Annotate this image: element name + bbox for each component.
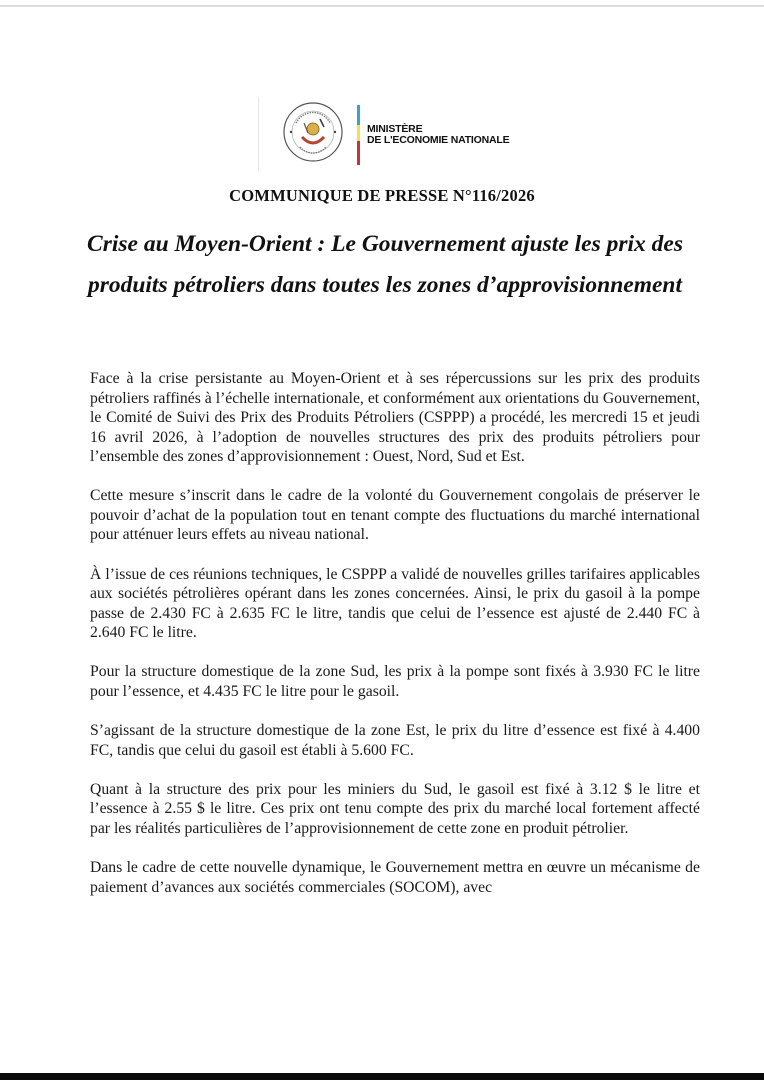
paragraph: Face à la crise persistante au Moyen-Orient et à ses répercussions sur les prix des produits pétroliers raffinés à l’échelle internationale, et conformément aux orientations du Gouvernement, le Comité de Suivi des Prix des Produits Pétroliers (CSPPP) a procédé, les mercredi 15 et jeudi 16 avril 2026, à l’adoption de nouvelles structures des prix des produits pétroliers pour l’ensemble des zones d’approvisionnement : Ouest, Nord, Sud et Est.: [90, 370, 700, 465]
flag-color-bar: [357, 105, 360, 165]
bottom-page-edge: [0, 1073, 764, 1080]
paragraph: Cette mesure s’inscrit dans le cadre de la volonté du Gouvernement congolais de préserver le pouvoir d’achat de la population tout en tenant compte des fluctuations du marché international pour atténuer leurs effets au niveau national.: [90, 487, 700, 544]
paragraph: Pour la structure domestique de la zone Sud, les prix à la pompe sont fixés à 3.930 FC le litre pour l’essence, et 4.435 FC le litre pour le gasoil.: [90, 663, 700, 700]
letterhead-divider: [258, 97, 259, 171]
ministry-line-2: DE L'ECONOMIE NATIONALE: [367, 134, 510, 146]
communique-title: COMMUNIQUE DE PRESSE N°116/2026: [229, 186, 535, 205]
body-text: [90, 369, 700, 917]
page-top-edge: [0, 5, 764, 7]
paragraph: À l’issue de ces réunions techniques, le CSPPP a validé de nouvelles grilles tarifaires applicables aux sociétés pétrolières opérant dans les zones concernées. Ainsi, le prix du gasoil à la pompe passe de 2.430 FC à 2.635 FC le litre, tandis que celui de l’essence est ajusté de 2.440 FC à 2.640 FC le litre.: [90, 565, 700, 642]
paragraph: S’agissant de la structure domestique de la zone Est, le prix du litre d’essence est fixé à 4.400 FC, tandis que celui du gasoil est établi à 5.600 FC.: [90, 722, 700, 759]
coat-of-arms-seal-icon: [282, 101, 344, 163]
paragraph: Quant à la structure des prix pour les miniers du Sud, le gasoil est fixé à 3.12 $ le litre et l’essence à 2.55 $ le litre. Ces prix ont tenu compte des prix du marché local fortement affecté par les réalités particulières de l’approvisionnement de cette zone en produit pétrolier.: [90, 780, 700, 837]
headline: Crise au Moyen-Orient : Le Gouvernement ajuste les prix des produits pétroliers dans toutes les zones d’approvisionnement: [87, 231, 683, 298]
ministry-name: [367, 124, 509, 146]
ministry-line-1: MINISTÈRE: [367, 123, 423, 135]
paragraph: Dans le cadre de cette nouvelle dynamique, le Gouvernement mettra en œuvre un mécanisme de paiement d’avances aux sociétés commerciales (SOCOM), avec: [90, 859, 700, 896]
